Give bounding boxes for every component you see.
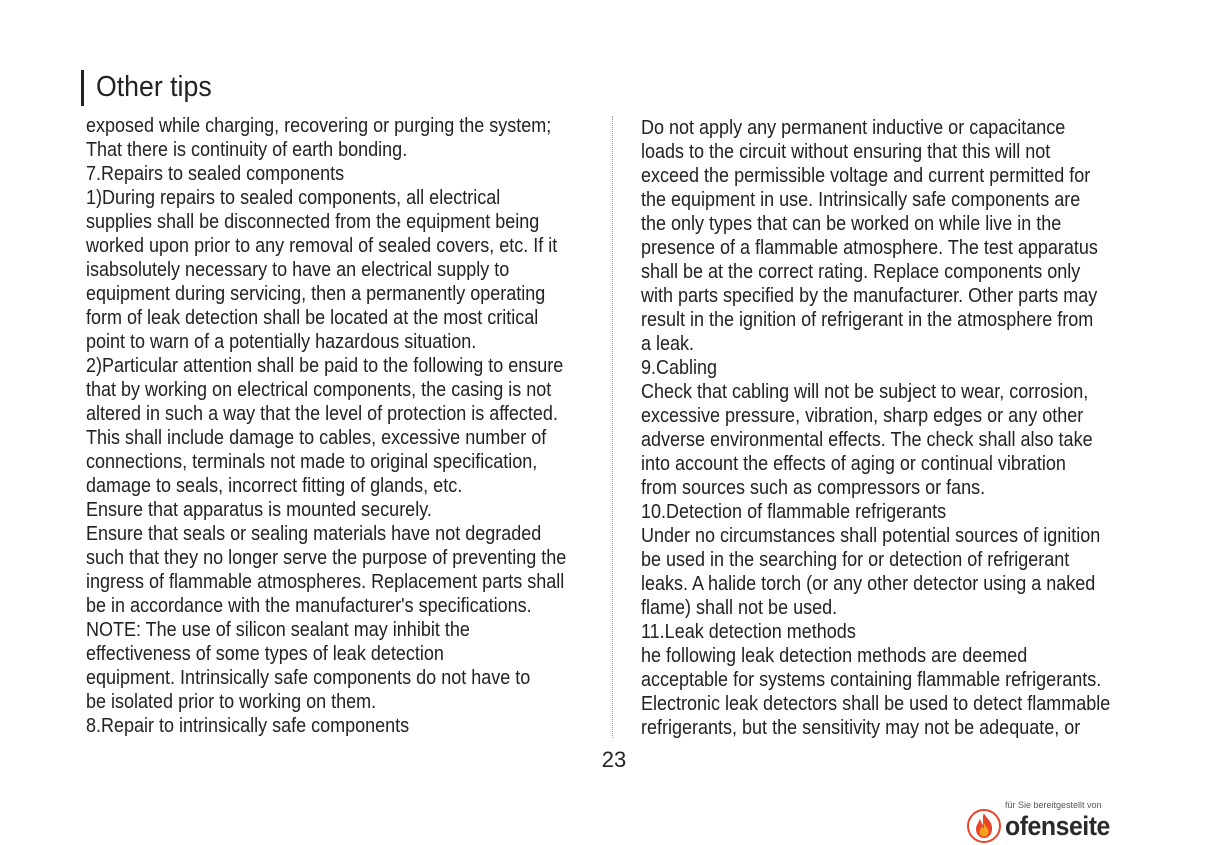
text-line: with parts specified by the manufacturer. Other parts may: [641, 285, 1098, 307]
text-line: Under no circumstances shall potential sources of ignition: [641, 525, 1101, 547]
text-line: form of leak detection shall be located at the most critical: [86, 307, 539, 329]
section-heading: 9.Cabling: [641, 357, 718, 379]
text-line: the only types that can be worked on while live in the: [641, 213, 1062, 235]
section-heading: 10.Detection of flammable refrigerants: [641, 501, 947, 523]
text-line: be isolated prior to working on them.: [86, 691, 377, 713]
text-line: exceed the permissible voltage and current permitted for: [641, 165, 1091, 187]
text-line: refrigerants, but the sensitivity may not be adequate, or: [641, 717, 1081, 739]
text-line: such that they no longer serve the purpose of preventing the: [86, 547, 567, 569]
text-line: supplies shall be disconnected from the equipment being: [86, 211, 540, 233]
text-line: the equipment in use. Intrinsically safe components are: [641, 189, 1081, 211]
text-line: That there is continuity of earth bonding.: [86, 139, 408, 161]
section-heading: 7.Repairs to sealed components: [86, 163, 345, 185]
text-line: Check that cabling will not be subject to wear, corrosion,: [641, 381, 1089, 403]
text-line: Ensure that seals or sealing materials have not degraded: [86, 523, 542, 545]
text-line: This shall include damage to cables, excessive number of: [86, 427, 547, 449]
text-line: Ensure that apparatus is mounted securely.: [86, 499, 432, 521]
text-line: leaks. A halide torch (or any other detector using a naked: [641, 573, 1096, 595]
text-line: result in the ignition of refrigerant in the atmosphere from: [641, 309, 1094, 331]
text-line: point to warn of a potentially hazardous situation.: [86, 331, 477, 353]
text-line: connections, terminals not made to original specification,: [86, 451, 538, 473]
text-line: 2)Particular attention shall be paid to the following to ensure: [86, 355, 564, 377]
text-line: exposed while charging, recovering or purging the system;: [86, 115, 552, 137]
text-line: acceptable for systems containing flammable refrigerants.: [641, 669, 1102, 691]
title-accent-bar: [81, 70, 84, 106]
text-line: adverse environmental effects. The check shall also take: [641, 429, 1093, 451]
column-divider: [612, 116, 613, 738]
logo-name: ofenseite: [1005, 811, 1110, 841]
text-line: damage to seals, incorrect fitting of glands, etc.: [86, 475, 463, 497]
right-text-column: [641, 116, 1161, 740]
left-text-column: [86, 114, 611, 738]
text-line: NOTE: The use of silicon sealant may inhibit the: [86, 619, 470, 641]
text-line: loads to the circuit without ensuring that this will not: [641, 141, 1051, 163]
text-line: into account the effects of aging or continual vibration: [641, 453, 1066, 475]
text-line: 1)During repairs to sealed components, all electrical: [86, 187, 501, 209]
text-line: ingress of flammable atmospheres. Replacement parts shall: [86, 571, 565, 593]
page-number: 23: [601, 747, 627, 772]
ofenseite-logo: [965, 797, 1125, 842]
text-line: effectiveness of some types of leak detection: [86, 643, 444, 665]
text-line: be in accordance with the manufacturer's specifications.: [86, 595, 532, 617]
logo-tagline: für Sie bereitgestellt von: [1005, 800, 1102, 810]
page-title: Other tips: [96, 71, 212, 103]
text-line: he following leak detection methods are deemed: [641, 645, 1028, 667]
section-heading: 11.Leak detection methods: [641, 621, 856, 643]
text-line: flame) shall not be used.: [641, 597, 838, 619]
text-line: presence of a flammable atmosphere. The test apparatus: [641, 237, 1098, 259]
text-line: isabsolutely necessary to have an electrical supply to: [86, 259, 510, 281]
text-line: shall be at the correct rating. Replace components only: [641, 261, 1081, 283]
text-line: Electronic leak detectors shall be used to detect flammable: [641, 693, 1111, 715]
section-heading: 8.Repair to intrinsically safe components: [86, 715, 410, 737]
text-line: from sources such as compressors or fans.: [641, 477, 986, 499]
text-line: Do not apply any permanent inductive or capacitance: [641, 117, 1066, 139]
text-line: equipment. Intrinsically safe components do not have to: [86, 667, 531, 689]
text-line: altered in such a way that the level of protection is affected.: [86, 403, 558, 425]
text-line: a leak.: [641, 333, 695, 355]
text-line: that by working on electrical components, the casing is not: [86, 379, 552, 401]
text-line: excessive pressure, vibration, sharp edges or any other: [641, 405, 1084, 427]
flame-icon: [967, 809, 1001, 843]
text-line: be used in the searching for or detection of refrigerant: [641, 549, 1070, 571]
text-line: equipment during servicing, then a permanently operating: [86, 283, 546, 305]
text-line: worked upon prior to any removal of sealed covers, etc. If it: [86, 235, 558, 257]
